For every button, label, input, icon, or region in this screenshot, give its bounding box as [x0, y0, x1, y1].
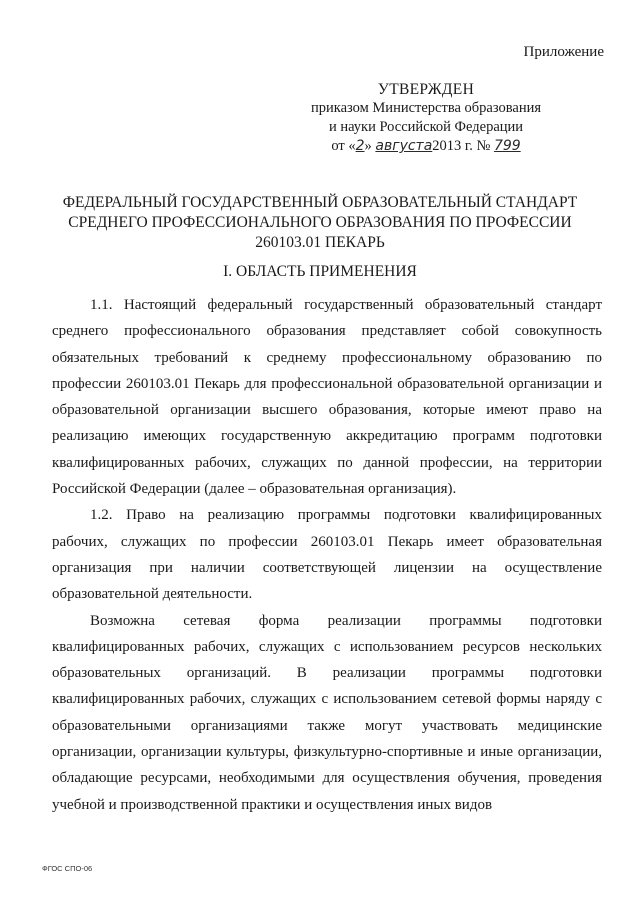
approval-block — [286, 80, 566, 156]
approval-date-line — [286, 137, 566, 156]
section-heading: I. ОБЛАСТЬ ПРИМЕНЕНИЯ — [223, 263, 417, 280]
paragraph-network-form: Возможна сетевая форма реализации программы подготовки квалифицированных рабочих, служащих с использованием ресурсов нескольких образовательных организаций. В реализации программы подготовки квалифицированных рабочих, служащих с использованием сетевой формы наряду с образовательными организациями также могут участвовать медицинские организации, организации культуры, физкультурно-спортивные и иные организации, обладающие ресурсами, необходимыми для осуществления обучения, проведения учебной и производственной практики и осуществления иных видов — [52, 612, 602, 813]
title-line-3: 260103.01 ПЕКАРЬ — [255, 234, 385, 251]
title-line-2: СРЕДНЕГО ПРОФЕССИОНАЛЬНОГО ОБРАЗОВАНИЯ ПО ПРОФЕССИИ — [68, 214, 572, 231]
date-year: 2013 г. № — [432, 138, 491, 154]
approval-line-1: приказом Министерства образования — [310, 100, 542, 116]
footer-code: ФГОС СПО-06 — [42, 864, 93, 873]
approved-label: УТВЕРЖДЕН — [377, 81, 475, 98]
date-month: августа — [375, 138, 433, 154]
appendix-label: Приложение — [523, 44, 604, 60]
date-day: 2 — [355, 138, 365, 154]
body-text — [52, 292, 602, 818]
order-number: 799 — [493, 138, 521, 154]
paragraph-1-2: 1.2. Право на реализацию программы подготовки квалифицированных рабочих, служащих по профессии 260103.01 Пекарь имеет образовательная организация при наличии соответствующей лицензии на осуществление образовательной деятельности. — [52, 507, 602, 603]
date-mid: » — [364, 138, 372, 154]
document-title — [40, 193, 600, 253]
paragraph-1-1: 1.1. Настоящий федеральный государственный образовательный стандарт среднего профессионального образования представляет собой совокупность обязательных требований к среднему профессиональному образованию по профессии 260103.01 Пекарь для профессиональной образовательной организации и образовательной организации высшего образования, которые имеют право на реализацию имеющих государственную аккредитацию программ подготовки квалифицированных рабочих, служащих по данной профессии, на территории Российской Федерации (далее – образовательная организация). — [52, 297, 602, 498]
approval-line-2: и науки Российской Федерации — [328, 119, 524, 135]
title-line-1: ФЕДЕРАЛЬНЫЙ ГОСУДАРСТВЕННЫЙ ОБРАЗОВАТЕЛЬНЫЙ СТАНДАРТ — [62, 194, 578, 211]
date-prefix: от « — [331, 138, 356, 154]
